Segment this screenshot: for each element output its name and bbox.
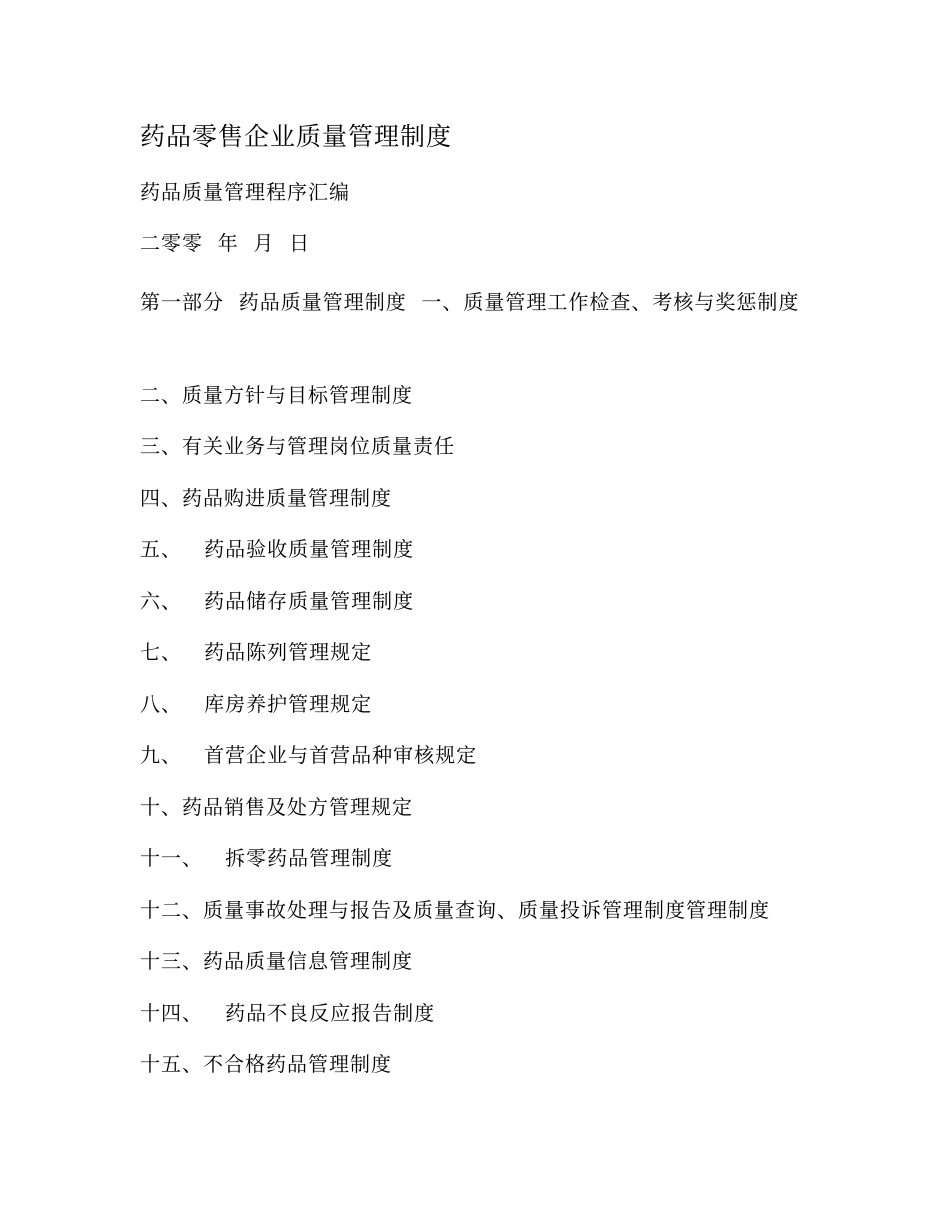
list-item: 十、药品销售及处方管理规定 [140,795,413,819]
document-subtitle: 药品质量管理程序汇编 [140,180,350,204]
list-item: 十一、 拆零药品管理制度 [140,846,394,870]
list-item: 九、 首营企业与首营品种审核规定 [140,743,478,767]
date-line: 二零零 年 月 日 [140,231,311,255]
list-item: 二、质量方针与目标管理制度 [140,383,413,407]
list-item: 四、药品购进质量管理制度 [140,486,392,510]
list-item: 三、有关业务与管理岗位质量责任 [140,434,455,458]
list-item: 十五、不合格药品管理制度 [140,1052,392,1076]
list-item: 十四、 药品不良反应报告制度 [140,1001,436,1025]
list-item: 七、 药品陈列管理规定 [140,640,373,664]
part-one-heading: 第一部分 药品质量管理制度 一、质量管理工作检查、考核与奖惩制度 [140,290,800,314]
list-item: 十三、药品质量信息管理制度 [140,949,413,973]
list-item: 十二、质量事故处理与报告及质量查询、质量投诉管理制度管理制度 [140,898,770,922]
document-title: 药品零售企业质量管理制度 [140,122,453,151]
list-item: 五、 药品验收质量管理制度 [140,537,415,561]
list-item: 六、 药品储存质量管理制度 [140,589,415,613]
list-item: 八、 库房养护管理规定 [140,692,373,716]
